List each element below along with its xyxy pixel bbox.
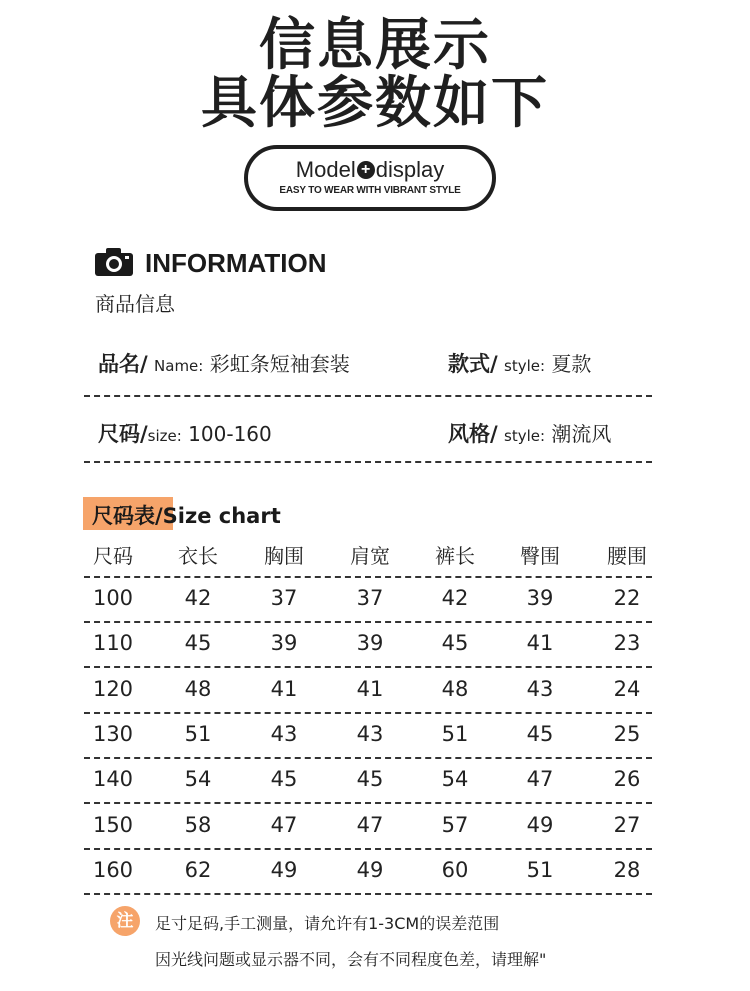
table-row-divider (84, 757, 652, 759)
field-size-sep: / (140, 422, 148, 446)
table-row-divider (84, 802, 652, 804)
table-cell: 39 (356, 631, 384, 656)
table-row-divider (84, 848, 652, 850)
table-cell: 49 (356, 857, 384, 882)
table-cell: 26 (613, 767, 641, 792)
field-name-sep: / (140, 352, 148, 376)
table-cell: 150 (92, 812, 134, 837)
field-name (98, 348, 350, 378)
divider (84, 461, 652, 463)
field-fashion-cn: 风格 (448, 422, 490, 446)
field-style-cn: 款式 (448, 352, 490, 376)
table-cell: 60 (441, 857, 469, 882)
field-style-sep: / (490, 352, 498, 376)
table-cell: 41 (356, 676, 384, 701)
table-cell: 47 (270, 812, 298, 837)
page-title-line2: 具体参数如下 (201, 71, 549, 136)
table-row-divider (84, 893, 652, 895)
table-header-cell: 肩宽 (350, 544, 390, 568)
table-header-cell: 腰围 (607, 544, 647, 568)
table-header-cell: 胸围 (264, 544, 304, 568)
table-cell: 37 (270, 586, 298, 610)
table-cell: 49 (526, 812, 554, 837)
table-header-cell: 臀围 (520, 544, 560, 568)
table-cell: 23 (613, 631, 641, 656)
table-cell: 43 (526, 676, 554, 701)
field-name-en: Name: (154, 357, 204, 375)
table-cell: 120 (92, 676, 134, 701)
table-cell: 49 (270, 857, 298, 882)
field-size-value: 100-160 (188, 422, 272, 446)
table-header-cell: 裤长 (435, 544, 475, 568)
divider (84, 576, 652, 578)
note-line-1: 足寸足码,手工测量，请允许有1-3CM的误差范围 (155, 914, 500, 933)
field-style-value: 夏款 (551, 352, 592, 376)
table-cell: 54 (184, 767, 212, 792)
table-cell: 24 (613, 676, 641, 701)
table-cell: 130 (92, 721, 134, 746)
table-cell: 37 (356, 586, 384, 610)
information-heading: INFORMATION (145, 248, 327, 278)
table-cell: 41 (270, 676, 298, 701)
table-row-divider (84, 621, 652, 623)
table-cell: 27 (613, 812, 641, 837)
table-cell: 45 (184, 631, 212, 656)
table-cell: 160 (92, 857, 134, 882)
field-fashion-sep: / (490, 422, 498, 446)
table-cell: 39 (526, 586, 554, 610)
field-name-value: 彩虹条短袖套装 (209, 352, 350, 376)
table-cell: 62 (184, 857, 212, 882)
table-header-cell: 衣长 (178, 544, 218, 568)
table-cell: 54 (441, 767, 469, 792)
table-cell: 39 (270, 631, 298, 656)
note-icon: 注 (110, 906, 140, 936)
model-display-pill (244, 145, 496, 211)
field-size-cn: 尺码 (98, 422, 140, 446)
field-fashion (448, 418, 611, 448)
table-cell: 47 (526, 767, 554, 792)
table-cell: 100 (92, 586, 134, 610)
pill-label-right: display (375, 157, 445, 182)
page-title-line1: 信息展示 (259, 13, 491, 78)
field-name-cn: 品名 (98, 352, 140, 376)
table-cell: 51 (184, 721, 212, 746)
table-row-divider (84, 712, 652, 714)
table-cell: 25 (613, 721, 641, 746)
table-cell: 43 (356, 721, 384, 746)
table-cell: 48 (184, 676, 212, 701)
table-header-cell: 尺码 (93, 544, 133, 568)
divider (84, 395, 652, 397)
table-cell: 140 (92, 767, 134, 792)
field-style-en: style: (504, 357, 546, 375)
size-chart-title: 尺码表/Size chart (92, 504, 281, 528)
table-cell: 110 (92, 631, 134, 656)
table-cell: 51 (441, 721, 469, 746)
table-cell: 42 (184, 586, 212, 610)
camera-icon (95, 248, 133, 276)
table-cell: 45 (356, 767, 384, 792)
table-cell: 51 (526, 857, 554, 882)
table-cell: 47 (356, 812, 384, 837)
table-cell: 22 (613, 586, 641, 610)
table-cell: 45 (270, 767, 298, 792)
pill-label-left: Model (295, 157, 356, 182)
table-cell: 28 (613, 857, 641, 882)
table-cell: 48 (441, 676, 469, 701)
field-size-en: size: (147, 427, 182, 445)
table-cell: 45 (526, 721, 554, 746)
table-row-divider (84, 666, 652, 668)
table-cell: 45 (441, 631, 469, 656)
pill-subtitle: EASY TO WEAR WITH VIBRANT STYLE (279, 185, 461, 196)
field-fashion-en: style: (504, 427, 546, 445)
table-cell: 58 (184, 812, 212, 837)
plus-icon: + (357, 161, 375, 179)
table-cell: 57 (441, 812, 469, 837)
field-style (448, 348, 591, 378)
table-cell: 41 (526, 631, 554, 656)
table-cell: 42 (441, 586, 469, 610)
table-cell: 43 (270, 721, 298, 746)
information-subheading: 商品信息 (95, 292, 175, 316)
note-line-2: 因光线问题或显示器不同，会有不同程度色差，请理解" (155, 950, 547, 969)
field-fashion-value: 潮流风 (551, 422, 612, 446)
field-size (98, 418, 272, 448)
